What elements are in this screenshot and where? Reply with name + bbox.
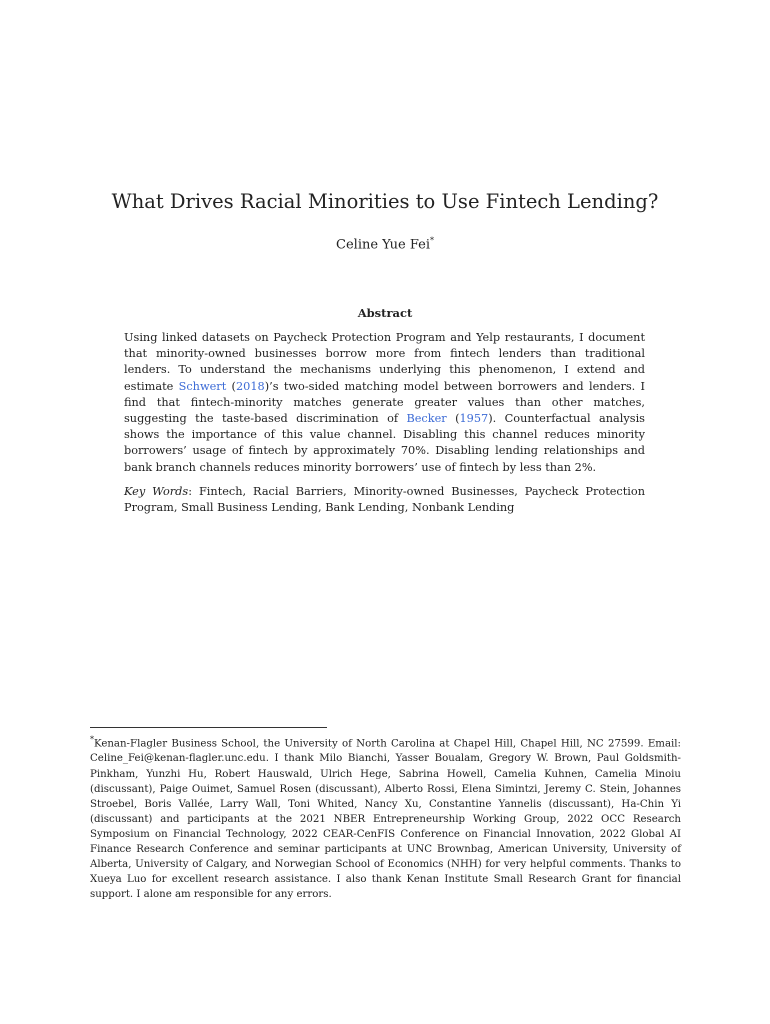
author-line: [0, 236, 770, 252]
citation-link-becker[interactable]: Becker: [406, 412, 447, 426]
citation-paren-open: (: [446, 412, 460, 426]
citation-paren-close: )’s: [264, 379, 279, 393]
keywords-list: Fintech, Racial Barriers, Minority-owned Businesses, Paycheck Protection Program, Small Business Lending, Bank Lending, Nonbank Lending: [124, 485, 645, 515]
footnote-divider: [90, 727, 327, 728]
citation-link-schwert[interactable]: Schwert: [178, 379, 227, 393]
author-footnote-mark[interactable]: *: [429, 236, 434, 245]
citation-paren-close: ).: [488, 412, 497, 426]
abstract-text: Using linked datasets on Paycheck Protection Program and Yelp restaurants, I document that minority-owned businesses borrow more from fintech lenders than traditional lenders. To understand the mechanisms underlying this phenomenon, I extend and estimate: [124, 331, 645, 393]
author-name: Celine Yue Fei: [336, 237, 430, 253]
citation-year-link-1957[interactable]: 1957: [459, 412, 489, 426]
abstract-body: [124, 330, 645, 476]
abstract-text: Counterfactual analysis shows the importance of this value channel. Disabling this channel reduces minority borrowers’ usage of fintech by approximately 70%. Disabling lending relationships and bank branch channels reduces minority borrowers’ use of fintech by less than 2%.: [124, 412, 645, 474]
footnote: [90, 732, 681, 902]
keywords-paragraph: [124, 484, 645, 516]
paper-title: What Drives Racial Minorities to Use Fintech Lending?: [111, 190, 659, 213]
keywords-separator: :: [188, 485, 193, 498]
citation-year-link-2018[interactable]: 2018: [235, 379, 265, 393]
keywords-label: Key Words: [124, 485, 189, 498]
abstract-heading: Abstract: [357, 306, 413, 320]
footnote-mark: *: [90, 735, 94, 744]
footnote-text: Kenan-Flagler Business School, the University of North Carolina at Chapel Hill, Chapel Hill, NC 27599. Email: Celine_Fei@kenan-flagler.unc.edu. I thank Milo Bianchi, Yasser Boualam, Gregory W. Brown, Paul Goldsmith-Pinkham, Yunzhi Hu, Robert Hauswald, Ulrich Hege, Sabrina Howell, Camelia Kuhnen, Camelia Minoiu (discussant), Paige Ouimet, Samuel Rosen (discussant), Alberto Rossi, Elena Simintzi, Jeremy C. Stein, Johannes Stroebel, Boris Vallée, Larry Wall, Toni Whited, Nancy Xu, Constantine Yannelis (discussant), Ha-Chin Yi (discussant) and participants at the 2021 NBER Entrepreneurship Working Group, 2022 OCC Research Symposium on Financial Technology, 2022 CEAR-CenFIS Conference on Financial Innovation, 2022 Global AI Finance Research Conference and seminar participants at UNC Brownbag, American University, University of Alberta, University of Calgary, and Norwegian School of Economics (NHH) for very helpful comments. Thanks to Xueya Luo for excellent research assistance. I also thank Kenan Institute Small Research Grant for financial support. I alone am responsible for any errors.: [90, 738, 681, 901]
abstract-text: two-sided matching model between borrowers and lenders. I find that fintech-minority matches generate greater values than other matches, suggesting the taste-based discrimination of: [124, 379, 645, 426]
citation-paren-open: (: [226, 379, 236, 393]
